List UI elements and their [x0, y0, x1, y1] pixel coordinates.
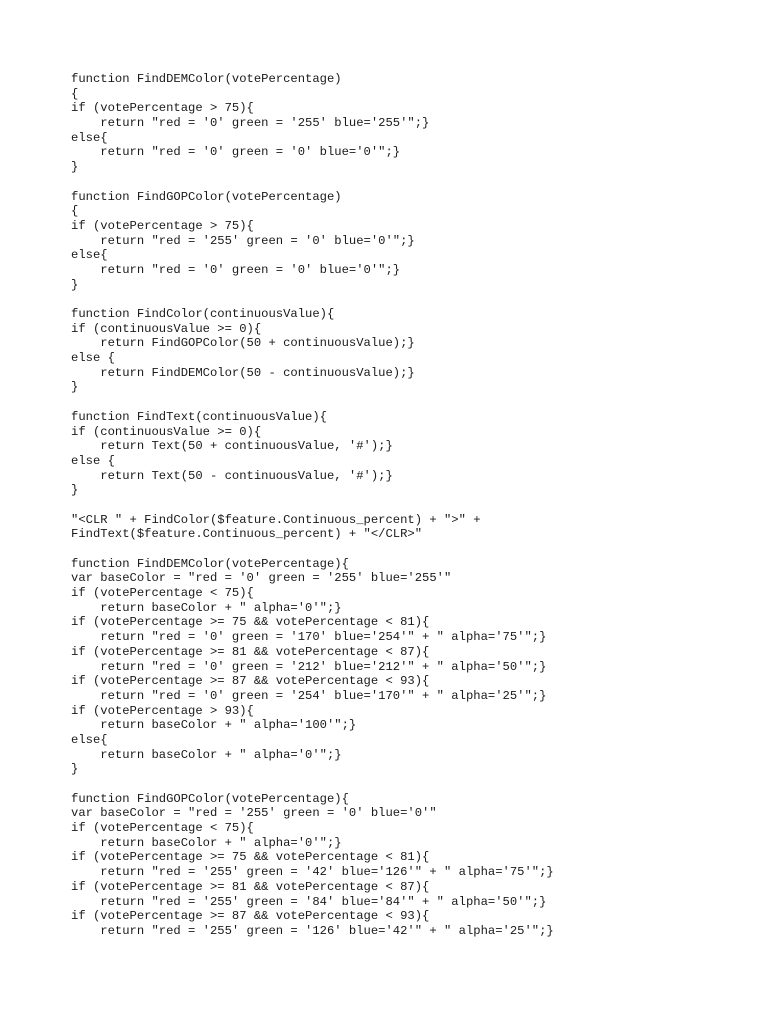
- code-line: function FindDEMColor(votePercentage){: [71, 556, 349, 571]
- code-line: if (votePercentage >= 75 && votePercentage < 81){: [71, 615, 430, 630]
- code-line: }: [71, 277, 79, 292]
- code-line: return "red = '0' green = '254' blue='170'" + " alpha='25'";}: [71, 688, 547, 703]
- code-line: if (votePercentage > 93){: [71, 703, 254, 718]
- code-line: }: [71, 483, 79, 498]
- code-line: function FindColor(continuousValue){: [71, 307, 335, 321]
- code-line: else {: [71, 453, 115, 468]
- code-line: return FindGOPColor(50 + continuousValue);}: [71, 336, 415, 351]
- code-line: FindText($feature.Continuous_percent) + "</CLR>": [71, 527, 423, 542]
- code-line: if (votePercentage >= 81 && votePercentage < 87){: [71, 644, 430, 659]
- code-line: }: [71, 160, 79, 175]
- code-line: var baseColor = "red = '255' green = '0' blue='0'": [71, 806, 437, 821]
- code-line: return FindDEMColor(50 - continuousValue);}: [71, 365, 415, 380]
- blank-line: [71, 175, 751, 190]
- code-line: return "red = '0' green = '255' blue='255'";}: [71, 116, 430, 131]
- code-block: [71, 72, 751, 939]
- blank-line: [71, 395, 751, 410]
- code-line: if (votePercentage >= 75 && votePercentage < 81){: [71, 850, 430, 865]
- code-line: return "red = '255' green = '126' blue='42'" + " alpha='25'";}: [71, 923, 554, 938]
- code-line: return baseColor + " alpha='0'";}: [71, 747, 342, 762]
- code-line: if (votePercentage > 75){: [71, 101, 254, 116]
- blank-line: [71, 777, 751, 792]
- code-line: return "red = '255' green = '0' blue='0'";}: [71, 233, 415, 248]
- code-line: }: [71, 380, 79, 395]
- code-line: return baseColor + " alpha='0'";}: [71, 600, 342, 615]
- code-line: if (votePercentage >= 87 && votePercentage < 93){: [71, 909, 430, 924]
- code-line: if (votePercentage >= 81 && votePercentage < 87){: [71, 879, 430, 894]
- code-line: if (votePercentage > 75){: [71, 218, 254, 233]
- code-line: function FindGOPColor(votePercentage){: [71, 791, 349, 806]
- code-line: else {: [71, 351, 115, 366]
- code-line: return "red = '255' green = '84' blue='84'" + " alpha='50'";}: [71, 894, 547, 909]
- blank-line: [71, 542, 751, 557]
- code-line: else{: [71, 248, 108, 263]
- code-line: }: [71, 762, 79, 777]
- code-line: return "red = '0' green = '0' blue='0'";}: [71, 145, 401, 160]
- code-line: if (continuousValue >= 0){: [71, 321, 262, 336]
- code-line: return baseColor + " alpha='0'";}: [71, 835, 342, 850]
- code-line: var baseColor = "red = '0' green = '255' blue='255'": [71, 571, 452, 586]
- blank-line: [71, 292, 751, 307]
- code-line: {: [71, 204, 79, 219]
- code-line: {: [71, 86, 79, 101]
- code-line: if (votePercentage < 75){: [71, 586, 254, 601]
- code-line: if (votePercentage < 75){: [71, 821, 254, 836]
- code-line: function FindGOPColor(votePercentage): [71, 189, 342, 204]
- code-line: "<CLR " + FindColor($feature.Continuous_percent) + ">" +: [71, 512, 481, 527]
- code-line: function FindDEMColor(votePercentage): [71, 72, 342, 86]
- code-line: if (votePercentage >= 87 && votePercentage < 93){: [71, 674, 430, 689]
- code-line: return Text(50 - continuousValue, '#');}: [71, 468, 393, 483]
- code-line: return "red = '255' green = '42' blue='126'" + " alpha='75'";}: [71, 865, 554, 880]
- code-line: function FindText(continuousValue){: [71, 409, 327, 424]
- blank-line: [71, 498, 751, 513]
- code-line: else{: [71, 130, 108, 145]
- code-line: return baseColor + " alpha='100'";}: [71, 718, 357, 733]
- code-line: return "red = '0' green = '212' blue='212'" + " alpha='50'";}: [71, 659, 547, 674]
- code-line: return Text(50 + continuousValue, '#');}: [71, 439, 393, 454]
- code-line: return "red = '0' green = '170' blue='254'" + " alpha='75'";}: [71, 630, 547, 645]
- code-line: return "red = '0' green = '0' blue='0'";}: [71, 262, 401, 277]
- code-line: else{: [71, 732, 108, 747]
- code-line: if (continuousValue >= 0){: [71, 424, 262, 439]
